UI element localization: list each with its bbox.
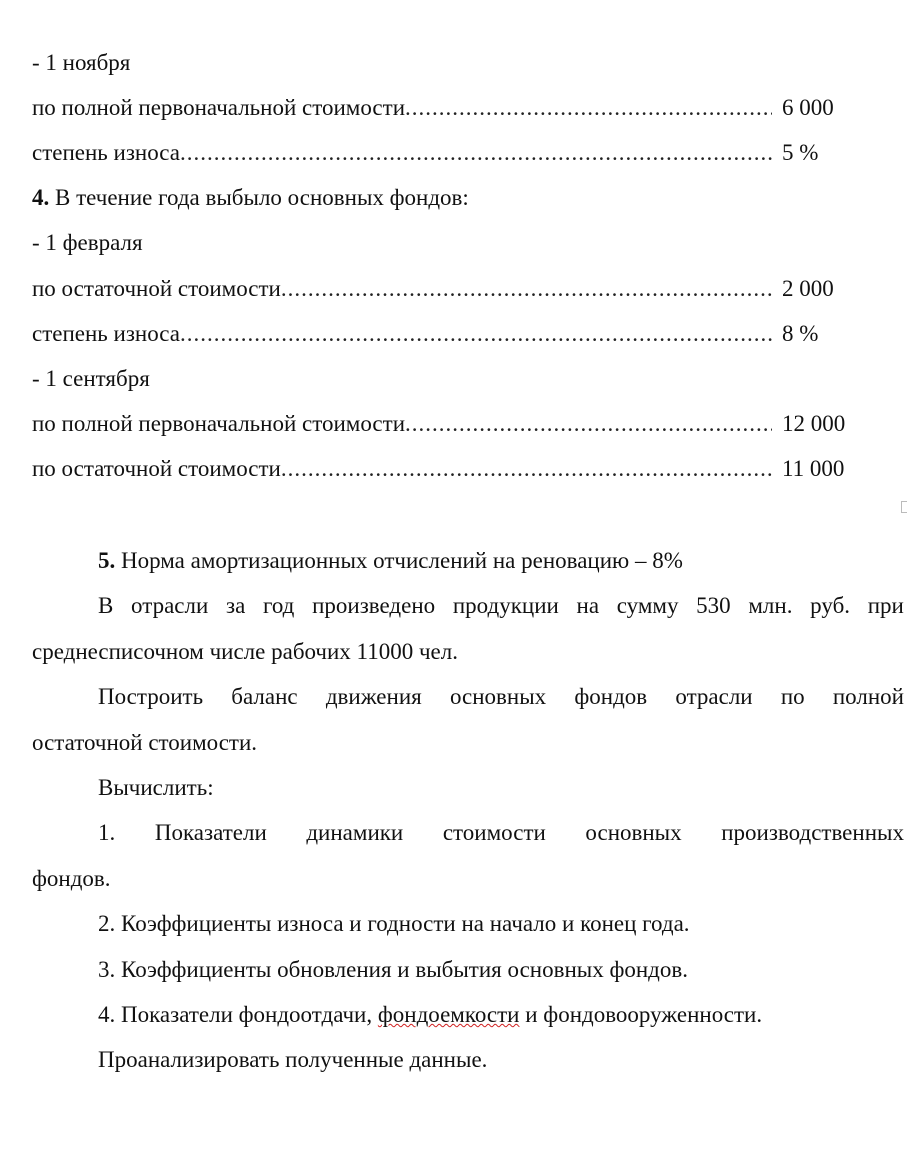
dot-leader [281,274,772,304]
date-nov: - 1 ноября [32,50,131,75]
value-nov-full-cost: 6 000 [782,95,834,120]
task-2: 2. Коэффициенты износа и годности на начало и конец года. [98,911,690,936]
row-feb-wear [32,319,772,349]
row-feb-residual [32,274,772,304]
row-nov-full-cost [32,93,772,123]
para-build-line-1: Построить баланс движения основных фондов отрасли по полной [98,684,904,709]
calc-heading: Вычислить: [98,775,214,800]
item-5-text: Норма амортизационных отчислений на реновацию – 8% [115,548,683,573]
label-sep-residual: по остаточной стоимости [32,456,281,481]
date-sep: - 1 сентября [32,366,150,391]
value-feb-residual: 2 000 [782,276,834,301]
row-sep-full-cost [32,409,772,439]
label-nov-full-cost: по полной первоначальной стоимости [32,95,405,120]
row-sep-residual [32,454,772,484]
row-nov-wear [32,138,772,168]
value-nov-wear: 5 % [782,140,819,165]
task-4 [98,1000,762,1030]
task-4-spellcheck-word: фондоемкости [377,1002,520,1027]
date-feb: - 1 февраля [32,230,143,255]
label-feb-wear: степень износа [32,321,181,346]
item-5-number: 5. [98,548,116,573]
dot-leader [405,409,772,439]
page-edge-mark [901,501,907,513]
label-feb-residual: по остаточной стоимости [32,276,281,301]
item-4-text: В течение года выбыло основных фондов: [49,185,469,210]
analyze-instruction: Проанализировать полученные данные. [98,1047,488,1072]
para-output-line-2: среднесписочном числе рабочих 11000 чел. [32,639,458,664]
value-sep-residual: 11 000 [782,456,845,481]
task-4-prefix: 4. Показатели фондоотдачи, [98,1002,378,1027]
value-sep-full-cost: 12 000 [782,411,846,436]
dot-leader [180,319,772,349]
task-1-line-2: фондов. [32,866,111,891]
label-nov-wear: степень износа [32,140,181,165]
dot-leader [405,93,772,123]
para-build-line-2: остаточной стоимости. [32,730,258,755]
item-4-heading [32,183,469,213]
value-feb-wear: 8 % [782,321,819,346]
dot-leader [180,138,772,168]
label-sep-full-cost: по полной первоначальной стоимости [32,411,405,436]
item-4-number: 4. [32,185,50,210]
item-5-heading [98,546,683,576]
task-3: 3. Коэффициенты обновления и выбытия основных фондов. [98,957,688,982]
para-output-line-1: В отрасли за год произведено продукции на сумму 530 млн. руб. при [98,593,904,618]
task-4-suffix: и фондовооруженности. [519,1002,763,1027]
dot-leader [281,454,772,484]
task-1-line-1: 1. Показатели динамики стоимости основных производственных [98,820,904,845]
